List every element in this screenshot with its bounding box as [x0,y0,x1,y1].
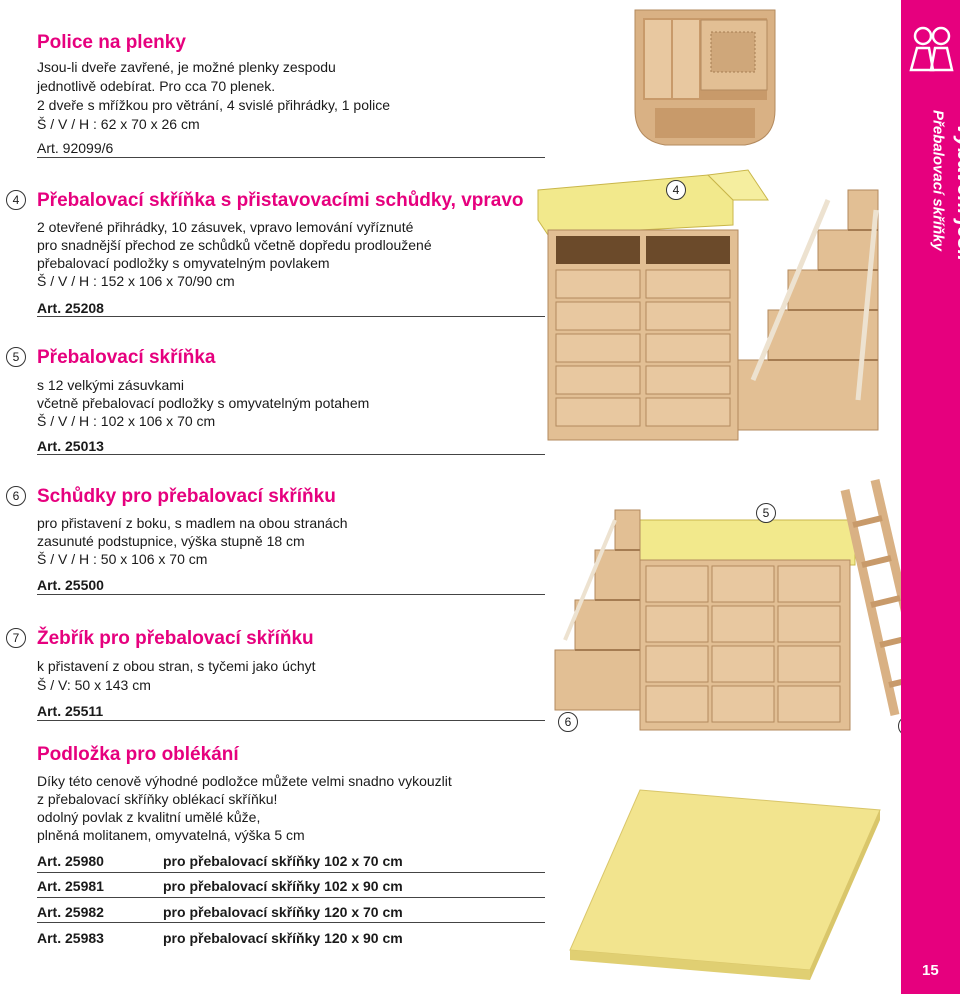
item5-line-1: s 12 velkými zásuvkami [37,377,185,393]
item4-line-3: přebalovací podložky s omyvatelným povlakem [37,255,330,271]
children-logo-icon [907,22,955,76]
police-line-2: jednotlivě odebírat. Pro cca 70 plenek. [37,78,276,94]
item4-art: Art. 25208 [37,300,104,316]
sidebar-title: Vybavení jeslí [953,122,976,262]
item6-title: Schůdky pro přebalovací skříňku [37,486,336,507]
item5-title: Přebalovací skříňka [37,347,216,368]
table-cell-desc: pro přebalovací skříňky 102 x 70 cm [163,853,403,869]
photo-label: 5 [756,503,776,523]
police-art: Art. 92099/6 [37,140,114,156]
item7-dimensions: Š / V: 50 x 143 cm [37,677,151,693]
item4-line-2: pro snadnější přechod ze schůdků včetně dopředu prodloužené [37,237,432,253]
podlozka-line-4: plněná molitanem, omyvatelná, výška 5 cm [37,827,305,843]
table-row [37,930,403,946]
table-row [37,878,403,894]
podlozka-title: Podložka pro oblékání [37,744,239,765]
divider [37,922,545,923]
police-line-1: Jsou-li dveře zavřené, je možné plenky zespodu [37,59,336,75]
dressing-pad-image [570,780,890,985]
table-row [37,853,403,869]
item-number-badge: 6 [6,486,26,506]
table-cell-art: Art. 25981 [37,878,104,894]
table-cell-desc: pro přebalovací skříňky 102 x 90 cm [163,878,403,894]
item6-line-1: pro přistavení z boku, s madlem na obou stranách [37,515,348,531]
item5-line-2: včetně přebalovací podložky s omyvatelným potahem [37,395,370,411]
table-cell-desc: pro přebalovací skříňky 120 x 70 cm [163,904,403,920]
photo-label: 4 [666,180,686,200]
divider [37,897,545,898]
changing-unit-with-stairs-image [528,170,898,450]
table-cell-art: Art. 25980 [37,853,104,869]
divider [37,316,545,317]
table-cell-art: Art. 25983 [37,930,104,946]
photo-label: 6 [558,712,578,732]
item7-art: Art. 25511 [37,703,104,719]
table-cell-art: Art. 25982 [37,904,104,920]
police-dimensions: Š / V / H : 62 x 70 x 26 cm [37,116,200,132]
stairs-image [555,500,645,720]
item7-line-1: k přistavení z obou stran, s tyčemi jako úchyt [37,658,316,674]
item-number-badge: 5 [6,347,26,367]
divider [37,720,545,721]
podlozka-line-3: odolný povlak z kvalitní umělé kůže, [37,809,261,825]
item4-line-1: 2 otevřené přihrádky, 10 zásuvek, vpravo lemování vyříznuté [37,219,414,235]
police-title: Police na plenky [37,32,186,53]
item6-art: Art. 25500 [37,577,104,593]
item5-art: Art. 25013 [37,438,104,454]
item7-title: Žebřík pro přebalovací skříňku [37,628,314,649]
item5-dimensions: Š / V / H : 102 x 106 x 70 cm [37,413,216,429]
table-cell-desc: pro přebalovací skříňky 120 x 90 cm [163,930,403,946]
podlozka-line-1: Díky této cenově výhodné podložce můžete velmi snadno vykouzlit [37,773,452,789]
sidebar-subtitle: Přebalovací skříňky [929,110,947,251]
page-number: 15 [922,962,939,979]
divider [37,594,545,595]
item-number-badge: 7 [6,628,26,648]
podlozka-line-2: z přebalovací skříňky oblékací skříňku! [37,791,278,807]
item-number-badge: 4 [6,190,26,210]
divider [37,454,545,455]
item4-title: Přebalovací skříňka s přistavovacími schůdky, vpravo [37,190,524,211]
divider [37,872,545,873]
police-line-3: 2 dveře s mřížkou pro větrání, 4 svislé přihrádky, 1 police [37,97,391,113]
item6-line-2: zasunuté podstupnice, výška stupně 18 cm [37,533,305,549]
item4-dimensions: Š / V / H : 152 x 106 x 70/90 cm [37,273,235,289]
item6-dimensions: Š / V / H : 50 x 106 x 70 cm [37,551,208,567]
divider [37,157,545,158]
table-row [37,904,403,920]
diaper-shelf-image [625,10,785,150]
changing-unit-image [640,500,855,740]
